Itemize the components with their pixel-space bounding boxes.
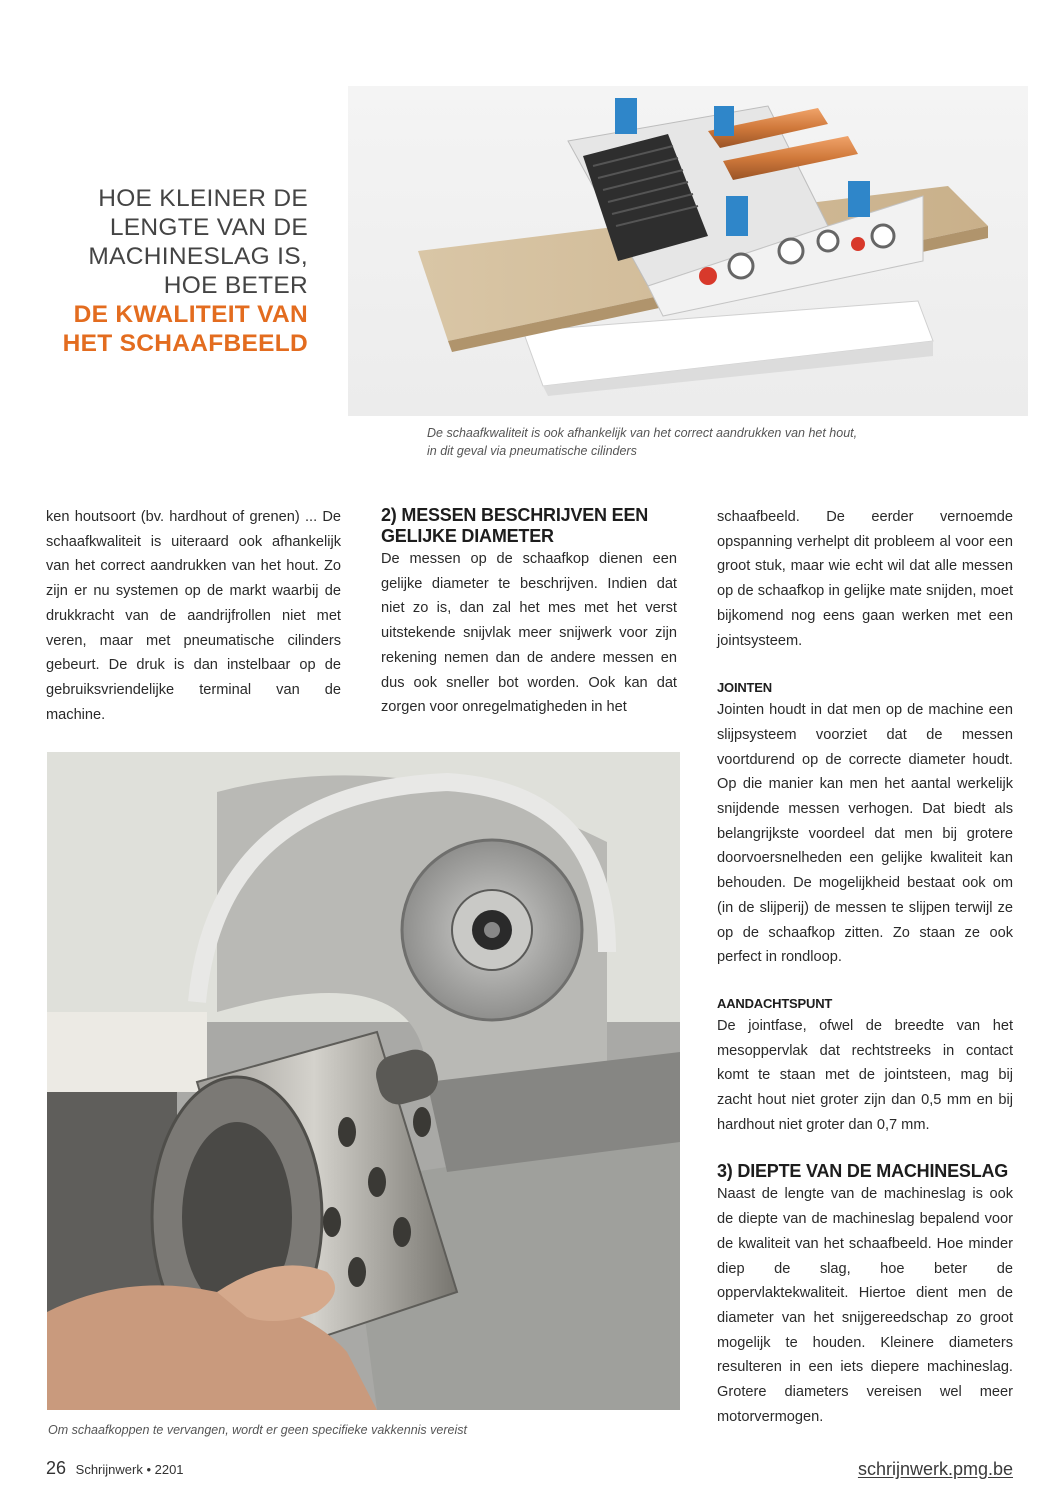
publication-name: Schrijnwerk • 2201 [75, 1462, 184, 1477]
cutter-head-photo [47, 752, 680, 1410]
section-2-heading: 2) MESSEN BESCHRIJVEN EEN GELIJKE DIAMETER [381, 505, 649, 546]
aandachtspunt-heading: AANDACHTSPUNT [717, 995, 833, 1011]
bottom-photo-caption: Om schaafkoppen te vervangen, wordt er geen specifieke vakkennis vereist [48, 1423, 467, 1437]
pull-quote [40, 184, 308, 358]
pull-quote-normal: HOE KLEINER DE LENGTE VAN DE MACHINESLAG IS, HOE BETER [88, 185, 308, 299]
column-3-intro: schaafbeeld. De eerder vernoemde opspanning verhelpt dit probleem al voor een groot stuk, maar wie echt wil dat alle messen op de schaafkop in gelijke mate snijden, moet bijkomend nog eens gaan werken met een jointsysteem. [717, 509, 1013, 649]
jointen-heading: JOINTEN [717, 680, 772, 696]
pull-quote-accent: DE KWALITEIT VAN HET SCHAAFBEELD [62, 301, 308, 357]
aandachtspunt-paragraph: De jointfase, ofwel de breedte van het mesoppervlak dat rechtstreeks in contact komt te staan met de jointsteen, mag bij zacht hout niet groter zijn dan 0,5 mm en bij hardhout niet groter dan 0,7 mm. [717, 1017, 1013, 1133]
section-2-paragraph: De messen op de schaafkop dienen een gelijke diameter te beschrijven. Indien dat niet zo is, dan zal het mes met het verst uitstekende snijvlak meer snijwerk voor zijn rekening nemen dan de andere messen en dus ook sneller bot worden. Ook kan dat zorgen voor onregelmatigheden in het [381, 551, 677, 716]
section-3-heading: 3) DIEPTE VAN DE MACHINESLAG [717, 1161, 1009, 1182]
footer-publication [46, 1458, 184, 1479]
column-3 [717, 505, 1013, 1430]
column-1-paragraph: ken houtsoort (bv. hardhout of grenen) ... De schaafkwaliteit is uiteraard ook afhankelijk van het correct aandrukken van het hout. Zo zijn er nu systemen op de markt waarbij de drukkracht van de aandrijfrollen niet met veren, maar met pneumatische cilinders gebeurt. De druk is dan instelbaar op de gebruiksvriendelijke terminal van de machine. [46, 509, 341, 723]
column-1 [46, 505, 341, 727]
page-number: 26 [46, 1458, 67, 1478]
website-link[interactable]: schrijnwerk.pmg.be [857, 1459, 1013, 1479]
top-photo-caption: De schaafkwaliteit is ook afhankelijk van het correct aandrukken van het hout, in dit geval via pneumatische cilinders [427, 426, 858, 458]
planer-machine-photo [348, 86, 1028, 416]
column-2 [381, 505, 677, 720]
jointen-paragraph: Jointen houdt in dat men op de machine een slijpsysteem voorziet dat de messen voortdurend op de correcte diameter houdt. Op die manier kan men het aantal werkelijk snijdende messen verhogen. Dat biedt als belangrijkste voordeel dat men bij grotere doorvoersnelheden een gelijke kwaliteit kan behouden. De mogelijkheid bestaat ook om (in de slijperij) de messen te slijpen terwijl ze op de schaafkop zitten. Zo staan ze ook perfect in rondloop. [717, 702, 1013, 966]
section-3-paragraph: Naast de lengte van de machineslag is ook de diepte van de machineslag bepalend voor de kwaliteit van het schaafbeeld. Hoe minder diep de slag, hoe beter de oppervlaktekwaliteit. Hiertoe dient men de diameter van het snijgereedschap zo groot mogelijk te houden. Kleinere diameters resulteren in een iets diepere machineslag. Grotere diameters vereisen wel meer motorvermogen. [717, 1186, 1013, 1425]
